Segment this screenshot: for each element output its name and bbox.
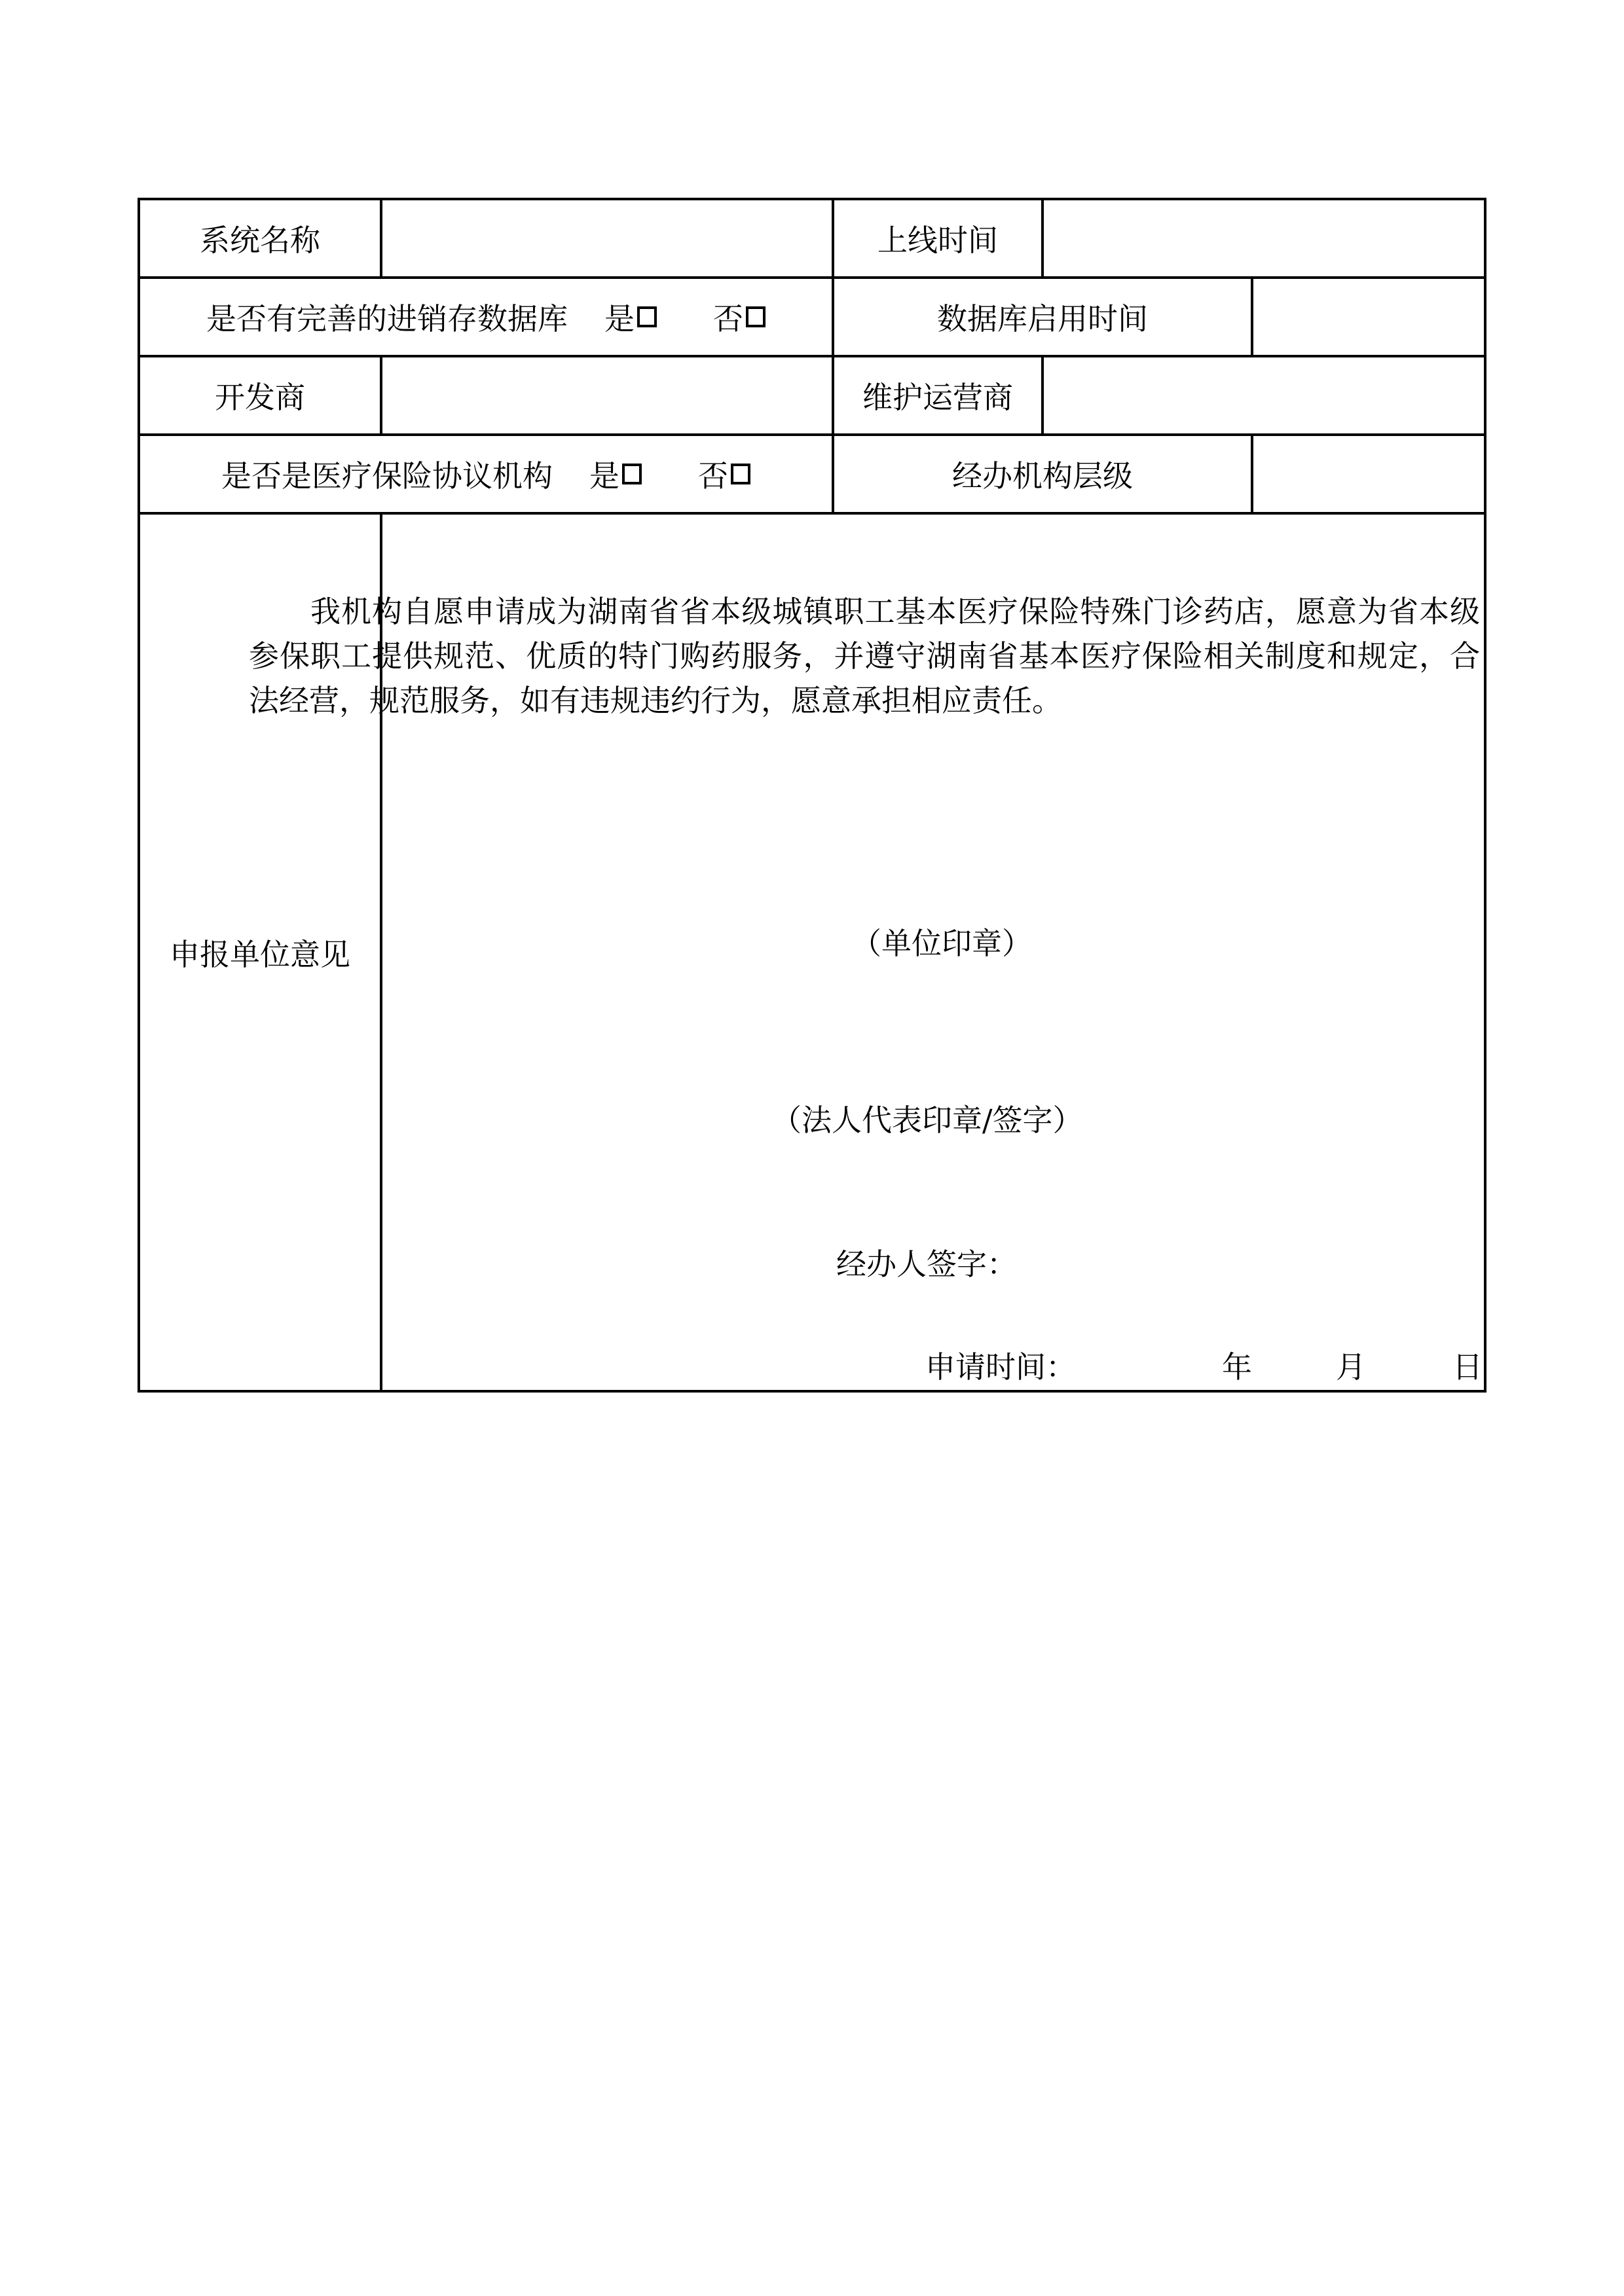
application-form-table <box>138 198 1486 1393</box>
legal-rep-seal-label: （法人代表印章/签字） <box>771 1102 1083 1138</box>
insurance-yes-label: 是 <box>589 458 619 494</box>
opinion-label: 申报单位意见 <box>140 515 382 1390</box>
maintainer-label: 维护运营商 <box>834 357 1044 433</box>
row-system-name <box>140 200 1484 279</box>
maintainer-field[interactable] <box>1044 357 1484 433</box>
database-yes-label: 是 <box>604 301 635 337</box>
developer-label: 开发商 <box>140 357 382 433</box>
system-name-field[interactable] <box>382 200 834 276</box>
apply-month-label: 月 <box>1336 1349 1366 1385</box>
handler-signature-label: 经办人签字： <box>836 1247 1017 1282</box>
developer-field[interactable] <box>382 357 834 433</box>
insurance-question-label: 是否是医疗保险协议机构 <box>221 458 553 494</box>
apply-year-label: 年 <box>1222 1349 1252 1385</box>
opinion-paragraph: 我机构自愿申请成为湖南省省本级城镇职工基本医疗保险特殊门诊药店，愿意为省本级参保职工提供规范、优质的特门购药服务，并遵守湖南省基本医疗保险相关制度和规定，合法经营，规范服务，如有违规违约行为，愿意承担相应责任。 <box>249 594 1480 718</box>
database-yes-checkbox[interactable] <box>637 306 657 327</box>
database-no-checkbox[interactable] <box>746 306 766 327</box>
insurance-no-checkbox[interactable] <box>731 464 750 484</box>
launch-time-field[interactable] <box>1044 200 1484 276</box>
system-name-label: 系统名称 <box>140 200 382 276</box>
agency-level-field[interactable] <box>1253 436 1484 512</box>
launch-time-label: 上线时间 <box>834 200 1044 276</box>
row-developer <box>140 357 1484 436</box>
database-question-cell <box>140 279 834 355</box>
apply-day-label: 日 <box>1452 1349 1483 1385</box>
database-question-label: 是否有完善的进销存数据库 <box>206 301 568 337</box>
insurance-no-label: 否 <box>698 458 728 494</box>
db-enabled-time-label: 数据库启用时间 <box>834 279 1253 355</box>
db-enabled-time-field[interactable] <box>1253 279 1484 355</box>
apply-time-label: 申请时间： <box>925 1349 1076 1385</box>
insurance-question-cell <box>140 436 834 512</box>
insurance-yes-checkbox[interactable] <box>622 464 642 484</box>
agency-level-label: 经办机构层级 <box>834 436 1253 512</box>
row-insurance <box>140 436 1484 515</box>
unit-seal-label: （单位印章） <box>851 926 1032 961</box>
database-no-label: 否 <box>713 301 743 337</box>
row-database <box>140 279 1484 357</box>
